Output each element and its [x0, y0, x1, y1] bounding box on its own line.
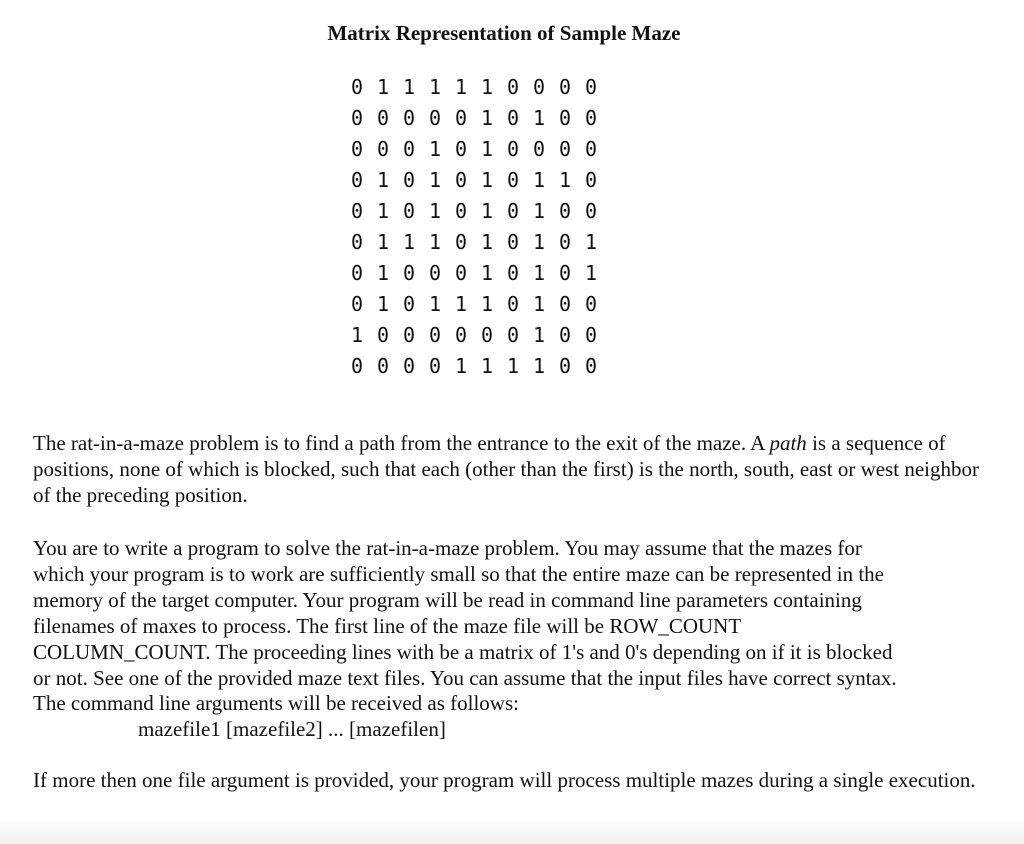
assignment-line: memory of the target computer. Your program will be read in command line parameters containing [33, 587, 862, 612]
matrix-cell: 1 [532, 168, 546, 192]
matrix-cell: 0 [584, 168, 598, 192]
usage-line: mazefile1 [mazefile2] ... [mazefilen] [138, 717, 446, 742]
matrix-cell: 1 [428, 199, 442, 223]
matrix-cell: 1 [402, 230, 416, 254]
matrix-cell: 1 [376, 199, 390, 223]
matrix-cell: 0 [454, 230, 468, 254]
matrix-cell: 0 [350, 354, 364, 378]
matrix-cell: 0 [454, 199, 468, 223]
matrix-cell: 0 [506, 168, 520, 192]
matrix-row [344, 351, 604, 382]
matrix-cell: 0 [350, 199, 364, 223]
matrix-row [344, 320, 604, 351]
matrix-cell: 0 [376, 323, 390, 347]
matrix-cell: 1 [584, 261, 598, 285]
matrix-cell: 1 [428, 292, 442, 316]
matrix-cell: 0 [350, 137, 364, 161]
matrix-cell: 0 [350, 261, 364, 285]
matrix-cell: 0 [402, 323, 416, 347]
matrix-cell: 0 [584, 354, 598, 378]
matrix-row [344, 258, 604, 289]
matrix-cell: 0 [506, 261, 520, 285]
matrix-cell: 0 [454, 168, 468, 192]
matrix-cell: 0 [584, 199, 598, 223]
matrix-cell: 1 [532, 261, 546, 285]
matrix-cell: 0 [558, 261, 572, 285]
matrix-cell: 1 [454, 354, 468, 378]
matrix-cell: 1 [480, 168, 494, 192]
matrix-cell: 1 [584, 230, 598, 254]
paragraph-text: The rat-in-a-maze problem is to find a path from the entrance to the exit of the maze. A [33, 431, 770, 455]
matrix-cell: 0 [506, 137, 520, 161]
matrix-cell: 0 [506, 106, 520, 130]
matrix-cell: 0 [350, 230, 364, 254]
assignment-line: COLUMN_COUNT. The proceeding lines with be a matrix of 1's and 0's depending on if it is blocked [33, 639, 893, 664]
paragraph-path-definition [33, 431, 983, 509]
matrix-cell: 0 [402, 292, 416, 316]
matrix-cell: 1 [532, 323, 546, 347]
matrix-cell: 1 [532, 292, 546, 316]
matrix-cell: 0 [454, 261, 468, 285]
matrix-cell: 0 [558, 323, 572, 347]
matrix-cell: 0 [532, 75, 546, 99]
matrix-row [344, 196, 604, 227]
maze-matrix [344, 72, 604, 382]
matrix-cell: 1 [350, 323, 364, 347]
matrix-cell: 1 [480, 261, 494, 285]
matrix-cell: 0 [558, 75, 572, 99]
matrix-cell: 0 [376, 106, 390, 130]
matrix-cell: 1 [480, 292, 494, 316]
matrix-cell: 0 [584, 323, 598, 347]
matrix-cell: 1 [376, 230, 390, 254]
assignment-line: filenames of maxes to process. The first line of the maze file will be ROW_COUNT [33, 613, 742, 638]
matrix-cell: 0 [584, 75, 598, 99]
matrix-cell: 1 [506, 354, 520, 378]
matrix-cell: 1 [376, 292, 390, 316]
matrix-cell: 1 [480, 137, 494, 161]
matrix-cell: 1 [480, 106, 494, 130]
emphasis-path: path [769, 431, 807, 455]
matrix-cell: 0 [454, 137, 468, 161]
matrix-row [344, 72, 604, 103]
assignment-line: or not. See one of the provided maze text files. You can assume that the input files have correct syntax. [33, 665, 897, 690]
matrix-cell: 1 [376, 261, 390, 285]
matrix-cell: 0 [428, 106, 442, 130]
matrix-cell: 1 [376, 168, 390, 192]
matrix-cell: 0 [584, 137, 598, 161]
matrix-cell: 0 [350, 106, 364, 130]
matrix-cell: 0 [506, 323, 520, 347]
matrix-cell: 0 [428, 354, 442, 378]
matrix-cell: 0 [428, 323, 442, 347]
assignment-line: You are to write a program to solve the rat-in-a-maze problem. You may assume that the mazes for [33, 536, 862, 560]
matrix-cell: 1 [532, 230, 546, 254]
matrix-cell: 1 [532, 199, 546, 223]
matrix-cell: 0 [558, 230, 572, 254]
matrix-cell: 0 [584, 292, 598, 316]
matrix-row [344, 227, 604, 258]
matrix-cell: 0 [454, 106, 468, 130]
matrix-cell: 1 [428, 137, 442, 161]
matrix-cell: 0 [428, 261, 442, 285]
paragraph-multiple-files: If more then one file argument is provided, your program will process multiple mazes during a single execution. [33, 768, 976, 792]
paragraph-assignment [33, 536, 983, 743]
matrix-cell: 0 [506, 75, 520, 99]
matrix-cell: 0 [402, 168, 416, 192]
matrix-cell: 1 [402, 75, 416, 99]
matrix-cell: 0 [350, 75, 364, 99]
matrix-cell: 0 [558, 199, 572, 223]
matrix-cell: 0 [376, 354, 390, 378]
matrix-cell: 0 [506, 292, 520, 316]
matrix-cell: 1 [428, 230, 442, 254]
matrix-cell: 0 [350, 168, 364, 192]
matrix-cell: 1 [454, 75, 468, 99]
matrix-cell: 1 [428, 168, 442, 192]
matrix-row [344, 165, 604, 196]
assignment-line: which your program is to work are sufficiently small so that the entire maze can be represented in the [33, 561, 884, 586]
matrix-cell: 0 [402, 137, 416, 161]
matrix-cell: 1 [532, 354, 546, 378]
matrix-cell: 0 [402, 106, 416, 130]
matrix-cell: 0 [506, 199, 520, 223]
matrix-cell: 0 [480, 323, 494, 347]
matrix-cell: 1 [480, 75, 494, 99]
matrix-cell: 0 [376, 137, 390, 161]
matrix-cell: 0 [584, 106, 598, 130]
matrix-cell: 0 [454, 323, 468, 347]
matrix-cell: 0 [402, 354, 416, 378]
matrix-cell: 0 [558, 354, 572, 378]
matrix-cell: 0 [558, 106, 572, 130]
matrix-cell: 0 [402, 199, 416, 223]
paragraph-text: is a sequence of positions, none of which is blocked, such that each (other than the first) is the north, south, east or west neighbor of the preceding position. [33, 431, 979, 507]
matrix-cell: 0 [506, 230, 520, 254]
matrix-cell: 0 [350, 292, 364, 316]
matrix-cell: 1 [558, 168, 572, 192]
matrix-cell: 0 [558, 137, 572, 161]
matrix-cell: 1 [480, 354, 494, 378]
matrix-cell: 1 [532, 106, 546, 130]
matrix-cell: 1 [480, 199, 494, 223]
page-title: Matrix Representation of Sample Maze [327, 21, 681, 45]
matrix-cell: 0 [532, 137, 546, 161]
matrix-cell: 1 [428, 75, 442, 99]
matrix-cell: 0 [558, 292, 572, 316]
matrix-row [344, 103, 604, 134]
matrix-cell: 1 [480, 230, 494, 254]
assignment-line: The command line arguments will be received as follows: [33, 691, 519, 716]
matrix-row [344, 289, 604, 320]
matrix-cell: 0 [402, 261, 416, 285]
matrix-row [344, 134, 604, 165]
matrix-cell: 1 [454, 292, 468, 316]
matrix-cell: 1 [376, 75, 390, 99]
